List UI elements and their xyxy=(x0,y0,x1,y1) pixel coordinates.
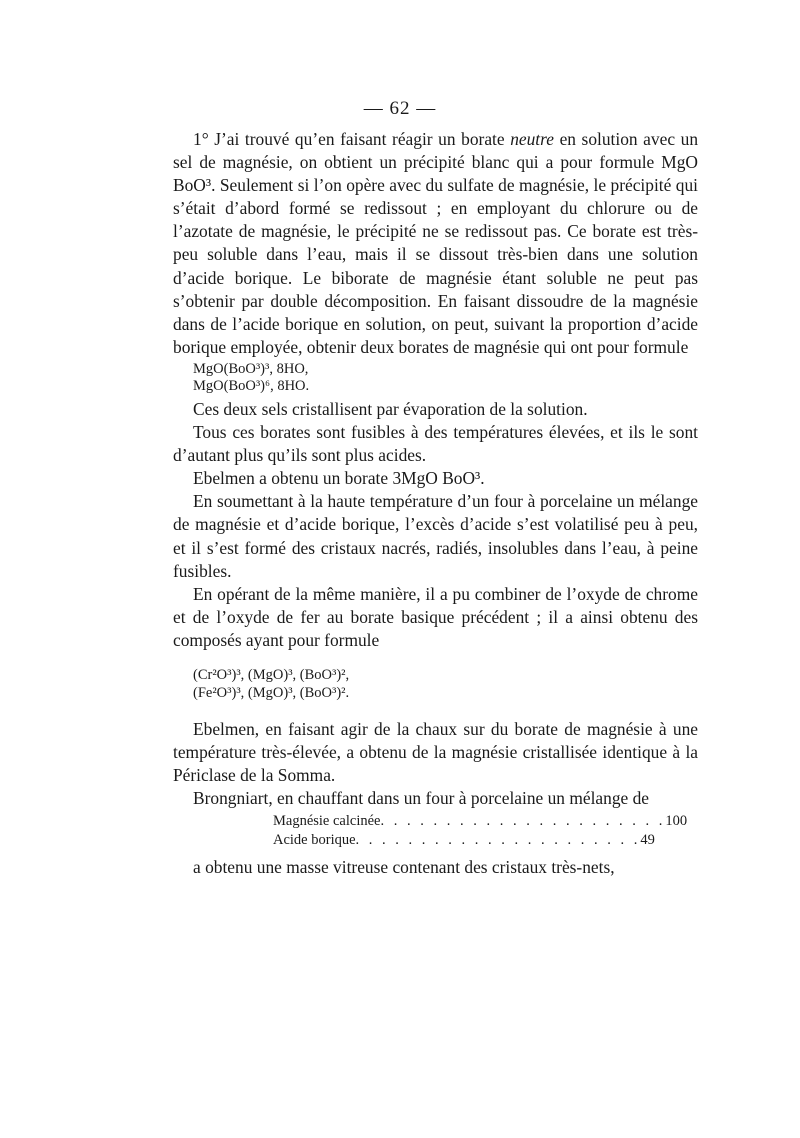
formula-line: (Cr²O³)³, (MgO)³, (BoO³)², xyxy=(193,666,350,683)
paragraph-4: Ebelmen a obtenu un borate 3MgO BoO³. xyxy=(193,468,485,489)
emphasis-neutre: neutre xyxy=(510,129,554,149)
paragraph-3: Tous ces borates sont fusibles à des températures élevées, et ils le sont d’autant plus qu’ils sont plus acides. xyxy=(173,422,698,466)
formula-chrome-iron xyxy=(173,666,698,702)
paragraph-1-start: 1° J’ai trouvé qu’en faisant réagir un borate xyxy=(193,129,511,149)
mixture-table xyxy=(173,812,698,850)
table-row-value: 49 xyxy=(640,832,655,849)
dot-leader: . . . . . . . . . . . . . . . . . . . . . . xyxy=(380,813,666,830)
body-text xyxy=(173,128,698,879)
table-row-value: 100 xyxy=(665,813,688,830)
formula-borates xyxy=(173,361,698,395)
table-row-label: Acide borique xyxy=(273,832,356,849)
formula-line: MgO(BoO³)⁶, 8HO. xyxy=(193,377,310,394)
dot-leader: . . . . . . . . . . . . . . . . . . . . . . xyxy=(355,832,641,849)
page-number: — 62 — xyxy=(363,98,437,119)
paragraph-2: Ces deux sels cristallisent par évaporation de la solution. xyxy=(193,398,588,419)
table-row xyxy=(273,812,688,831)
table-row xyxy=(273,831,655,850)
paragraph-1-rest: en solution avec un sel de magnésie, on obtient un précipité blanc qui a pour formule MgO BoO³. Seulement si l’on opère avec du sulfate de magnésie, le précipité qui s’était d’abord formé se redissout ; en employant du chlorure ou de l’azotate de magnésie, le précipité ne se redissout pas. Ce borate est très-peu soluble dans l’eau, mais il se dissout très-bien dans une solution d’acide borique. Le biborate de magnésie étant soluble ne peut pas s’obtenir par double décomposition. En faisant dissoudre de la magnésie dans de l’acide borique en solution, on peut, suivant la proportion d’acide borique employée, obtenir deux borates de magnésie qui ont pour formule xyxy=(173,129,699,357)
formula-line: (Fe²O³)³, (MgO)³, (BoO³)². xyxy=(193,684,350,701)
formula-line: MgO(BoO³)³, 8HO, xyxy=(193,360,309,377)
table-row-label: Magnésie calcinée xyxy=(273,813,381,830)
paragraph-1 xyxy=(173,128,698,359)
paragraph-6: En opérant de la même manière, il a pu combiner de l’oxyde de chrome et de l’oxyde de fer au borate basique précédent ; il a ainsi obtenu des composés ayant pour formule xyxy=(173,583,698,650)
paragraph-7: Ebelmen, en faisant agir de la chaux sur du borate de magnésie à une température très-élevée, a obtenu de la magnésie cristallisée identique à la Périclase de la Somma. xyxy=(173,718,698,786)
paragraph-8: Brongniart, en chauffant dans un four à porcelaine un mélange de xyxy=(193,788,650,809)
paragraph-5: En soumettant à la haute température d’un four à porcelaine un mélange de magnésie et d’acide borique, l’excès d’acide s’est volatilisé peu à peu, et il s’est formé des cristaux nacrés, radiés, insolubles dans l’eau, à peine fusibles. xyxy=(173,491,698,581)
paragraph-9: a obtenu une masse vitreuse contenant des cristaux très-nets, xyxy=(193,857,615,878)
